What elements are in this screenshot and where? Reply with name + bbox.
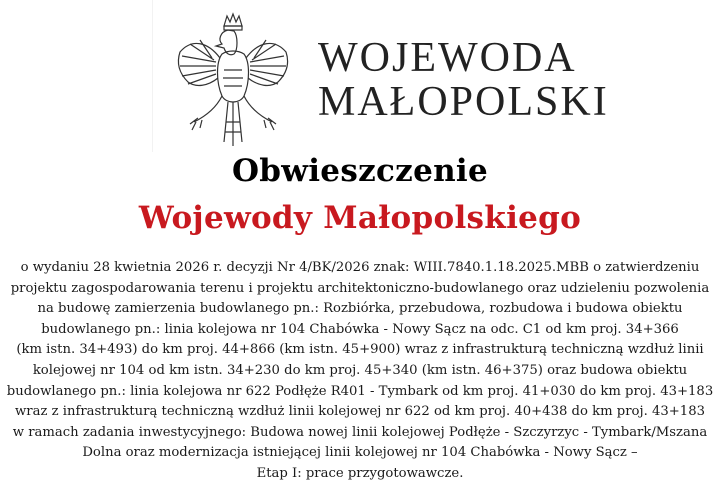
body-line: projektu zagospodarowania terenu i projektu architektoniczno-budowlanego oraz udzieleniu pozwolenia [10,280,710,296]
organization-name [318,36,609,124]
body-line: o wydaniu 28 kwietnia 2026 r. decyzji Nr 4/BK/2026 znak: WIII.7840.1.18.2025.MBB o zatwierdzeniu [20,260,700,275]
body-line: Dolna oraz modernizacja istniejącej linii kolejowej nr 104 Chabówka - Nowy Sącz – [82,445,638,461]
body-line: w ramach zadania inwestycyjnego: Budowa nowej linii kolejowej Podłęże - Szczyrzyc - Tymbark/Mszana [12,424,708,440]
body-line: Etap I: prace przygotowawcze. [256,465,464,481]
body-line: budowlanego pn.: linia kolejowa nr 104 Chabówka - Nowy Sącz na odc. C1 od km proj. 34+366 [41,321,679,337]
body-line: kolejowej nr 104 od km istn. 34+230 do km proj. 45+340 (km istn. 46+375) oraz budowa obiektu [32,362,688,378]
org-name-line1: WOJEWODA [318,35,577,81]
notice-subtitle: Wojewody Małopolskiego [138,200,582,236]
body-line: budowlanego pn.: linia kolejowa nr 622 Podłęże R401 - Tymbark od km proj. 41+030 do km proj. 43+183 [6,383,714,399]
body-line: (km istn. 34+493) do km proj. 44+866 (km istn. 45+900) wraz z infrastrukturą techniczną wzdłuż linii [16,342,704,358]
notice-title: Obwieszczenie [231,153,489,189]
eagle-emblem-icon [172,12,294,150]
body-line: wraz z infrastrukturą techniczną wzdłuż linii kolejowej nr 622 od km proj. 40+438 do km proj. 43+183 [15,404,705,420]
notice-body [0,258,720,485]
org-name-line2: MAŁOPOLSKI [318,79,609,125]
body-line: na budowę zamierzenia budowlanego pn.: Rozbiórka, przebudowa, rozbudowa i budowa obiektu [37,301,683,317]
